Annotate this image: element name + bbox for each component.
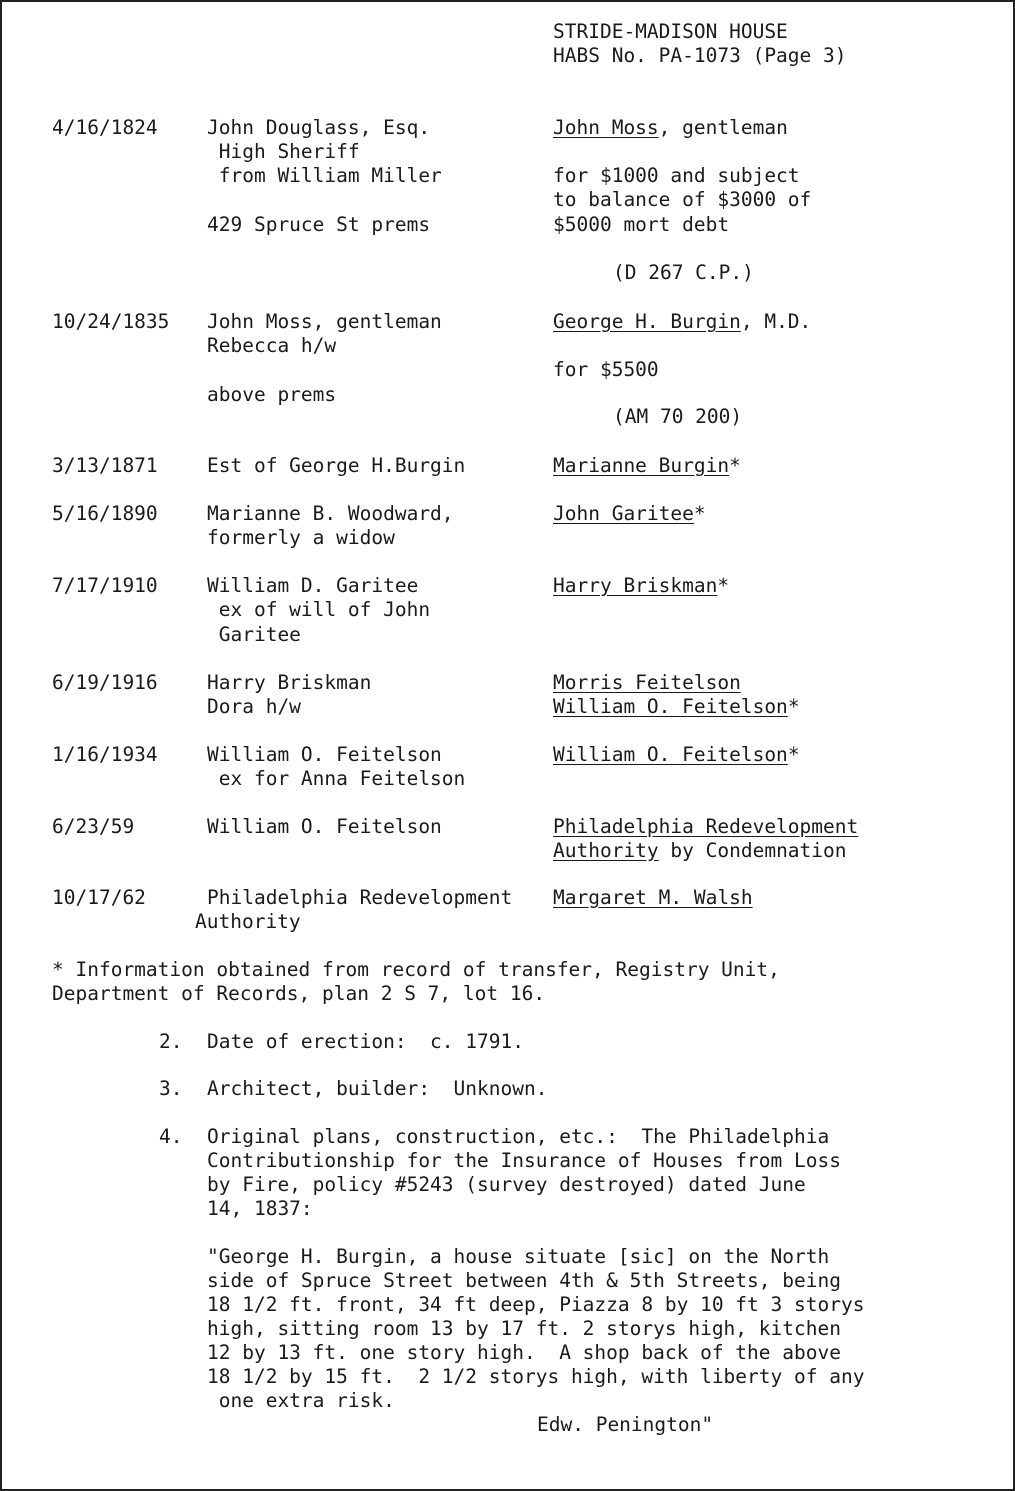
item-original-plans-line: 14, 1837:: [207, 1197, 313, 1220]
record-consideration: for $5500: [553, 358, 659, 381]
record-grantor-line: Rebecca h/w: [207, 334, 337, 357]
grantee-name: William O. Feitelson: [553, 743, 788, 766]
grantee-name: John Moss: [553, 116, 659, 139]
record-consideration: for $1000 and subject: [553, 164, 800, 187]
grantee-name: Marianne Burgin: [553, 454, 730, 477]
grantee-name: Margaret M. Walsh: [553, 886, 753, 909]
item-architect-builder: Architect, builder: Unknown.: [207, 1077, 548, 1100]
footnote-line: * Information obtained from record of transfer, Registry Unit,: [52, 958, 780, 981]
record-consideration: to balance of $3000 of: [553, 188, 812, 211]
grantee-suffix: , M.D.: [740, 310, 812, 333]
item-original-plans-line: by Fire, policy #5243 (survey destroyed) dated June: [207, 1173, 806, 1196]
record-date: 4/16/1824: [52, 116, 158, 139]
record-grantee: [553, 815, 858, 840]
record-grantor: Marianne B. Woodward,: [207, 502, 454, 525]
item-number: 3.: [159, 1077, 183, 1100]
record-grantor-line: Authority: [195, 910, 301, 933]
grantee-name: William O. Feitelson: [553, 695, 788, 718]
header-habs-number: HABS No. PA-1073 (Page 3): [553, 44, 847, 67]
grantee-suffix: *: [717, 574, 730, 597]
insurance-survey-quote-line: "George H. Burgin, a house situate [sic] on the North: [207, 1245, 830, 1268]
record-grantee: [553, 116, 788, 141]
insurance-survey-quote-line: side of Spruce Street between 4th & 5th Streets, being: [207, 1269, 841, 1292]
record-consideration: $5000 mort debt: [553, 213, 730, 236]
record-date: 6/19/1916: [52, 671, 158, 694]
record-grantee: [553, 886, 753, 911]
insurance-survey-quote-line: high, sitting room 13 by 17 ft. 2 storys high, kitchen: [207, 1317, 841, 1340]
item-number: 4.: [159, 1125, 183, 1148]
grantee-suffix: *: [787, 743, 800, 766]
record-premises: 429 Spruce St prems: [207, 213, 431, 236]
record-grantor: Est of George H.Burgin: [207, 454, 466, 477]
grantee-suffix: *: [693, 502, 706, 525]
grantee-name: Philadelphia Redevelopment: [553, 815, 859, 838]
insurance-survey-quote-line: 18 1/2 ft. front, 34 ft deep, Piazza 8 by 10 ft 3 storys: [207, 1293, 865, 1316]
record-date: 3/13/1871: [52, 454, 158, 477]
record-grantee: [553, 502, 706, 527]
record-grantor: John Moss, gentleman: [207, 310, 442, 333]
record-grantee: [553, 671, 741, 696]
item-date-of-erection: Date of erection: c. 1791.: [207, 1030, 524, 1053]
record-grantee-second: [553, 839, 847, 864]
grantee-suffix: by Condemnation: [658, 839, 847, 862]
record-deed-reference: (D 267 C.P.): [613, 261, 754, 284]
record-premises: above prems: [207, 383, 337, 406]
record-date: 7/17/1910: [52, 574, 158, 597]
record-grantor-line: ex for Anna Feitelson: [207, 767, 466, 790]
record-grantee: [553, 743, 800, 768]
record-grantee-second: [553, 695, 800, 720]
record-grantor-line: Garitee: [207, 623, 301, 646]
record-grantor-line: High Sheriff: [207, 140, 360, 163]
record-grantor: John Douglass, Esq.: [207, 116, 431, 139]
record-date: 6/23/59: [52, 815, 135, 838]
record-grantor-line: Dora h/w: [207, 695, 301, 718]
record-date: 10/24/1835: [52, 310, 170, 333]
record-grantor: William O. Feitelson: [207, 743, 442, 766]
grantee-name: Morris Feitelson: [553, 671, 741, 694]
record-grantor: William D. Garitee: [207, 574, 419, 597]
grantee-name: John Garitee: [553, 502, 694, 525]
footnote-line: Department of Records, plan 2 S 7, lot 16.: [52, 982, 546, 1005]
record-grantor: Philadelphia Redevelopment: [207, 886, 513, 909]
record-grantee: [553, 574, 729, 599]
item-original-plans: Original plans, construction, etc.: The Philadelphia: [207, 1125, 830, 1148]
quote-signature: Edw. Penington": [537, 1413, 714, 1436]
grantee-suffix: *: [729, 454, 741, 477]
record-grantor: William O. Feitelson: [207, 815, 442, 838]
record-date: 10/17/62: [52, 886, 146, 909]
grantee-name: George H. Burgin: [553, 310, 741, 333]
record-date: 5/16/1890: [52, 502, 158, 525]
grantee-name: Harry Briskman: [553, 574, 718, 597]
record-grantee: [553, 310, 811, 335]
insurance-survey-quote-line: one extra risk.: [207, 1389, 395, 1412]
grantee-suffix: *: [787, 695, 800, 718]
grantee-name: Authority: [553, 839, 659, 862]
record-date: 1/16/1934: [52, 743, 158, 766]
record-grantor-line: formerly a widow: [207, 526, 395, 549]
insurance-survey-quote-line: 12 by 13 ft. one story high. A shop back of the above: [207, 1341, 841, 1364]
record-deed-reference: (AM 70 200): [613, 405, 743, 428]
insurance-survey-quote-line: 18 1/2 by 15 ft. 2 1/2 storys high, with liberty of any: [207, 1365, 865, 1388]
header-title: STRIDE-MADISON HOUSE: [553, 20, 788, 43]
record-grantor-line: ex of will of John: [207, 598, 431, 621]
item-original-plans-line: Contributionship for the Insurance of Houses from Loss: [207, 1149, 841, 1172]
item-number: 2.: [159, 1030, 183, 1053]
grantee-suffix: , gentleman: [658, 116, 788, 139]
record-grantee: [553, 454, 741, 479]
record-grantor-line: from William Miller: [207, 164, 442, 187]
record-grantor: Harry Briskman: [207, 671, 372, 694]
